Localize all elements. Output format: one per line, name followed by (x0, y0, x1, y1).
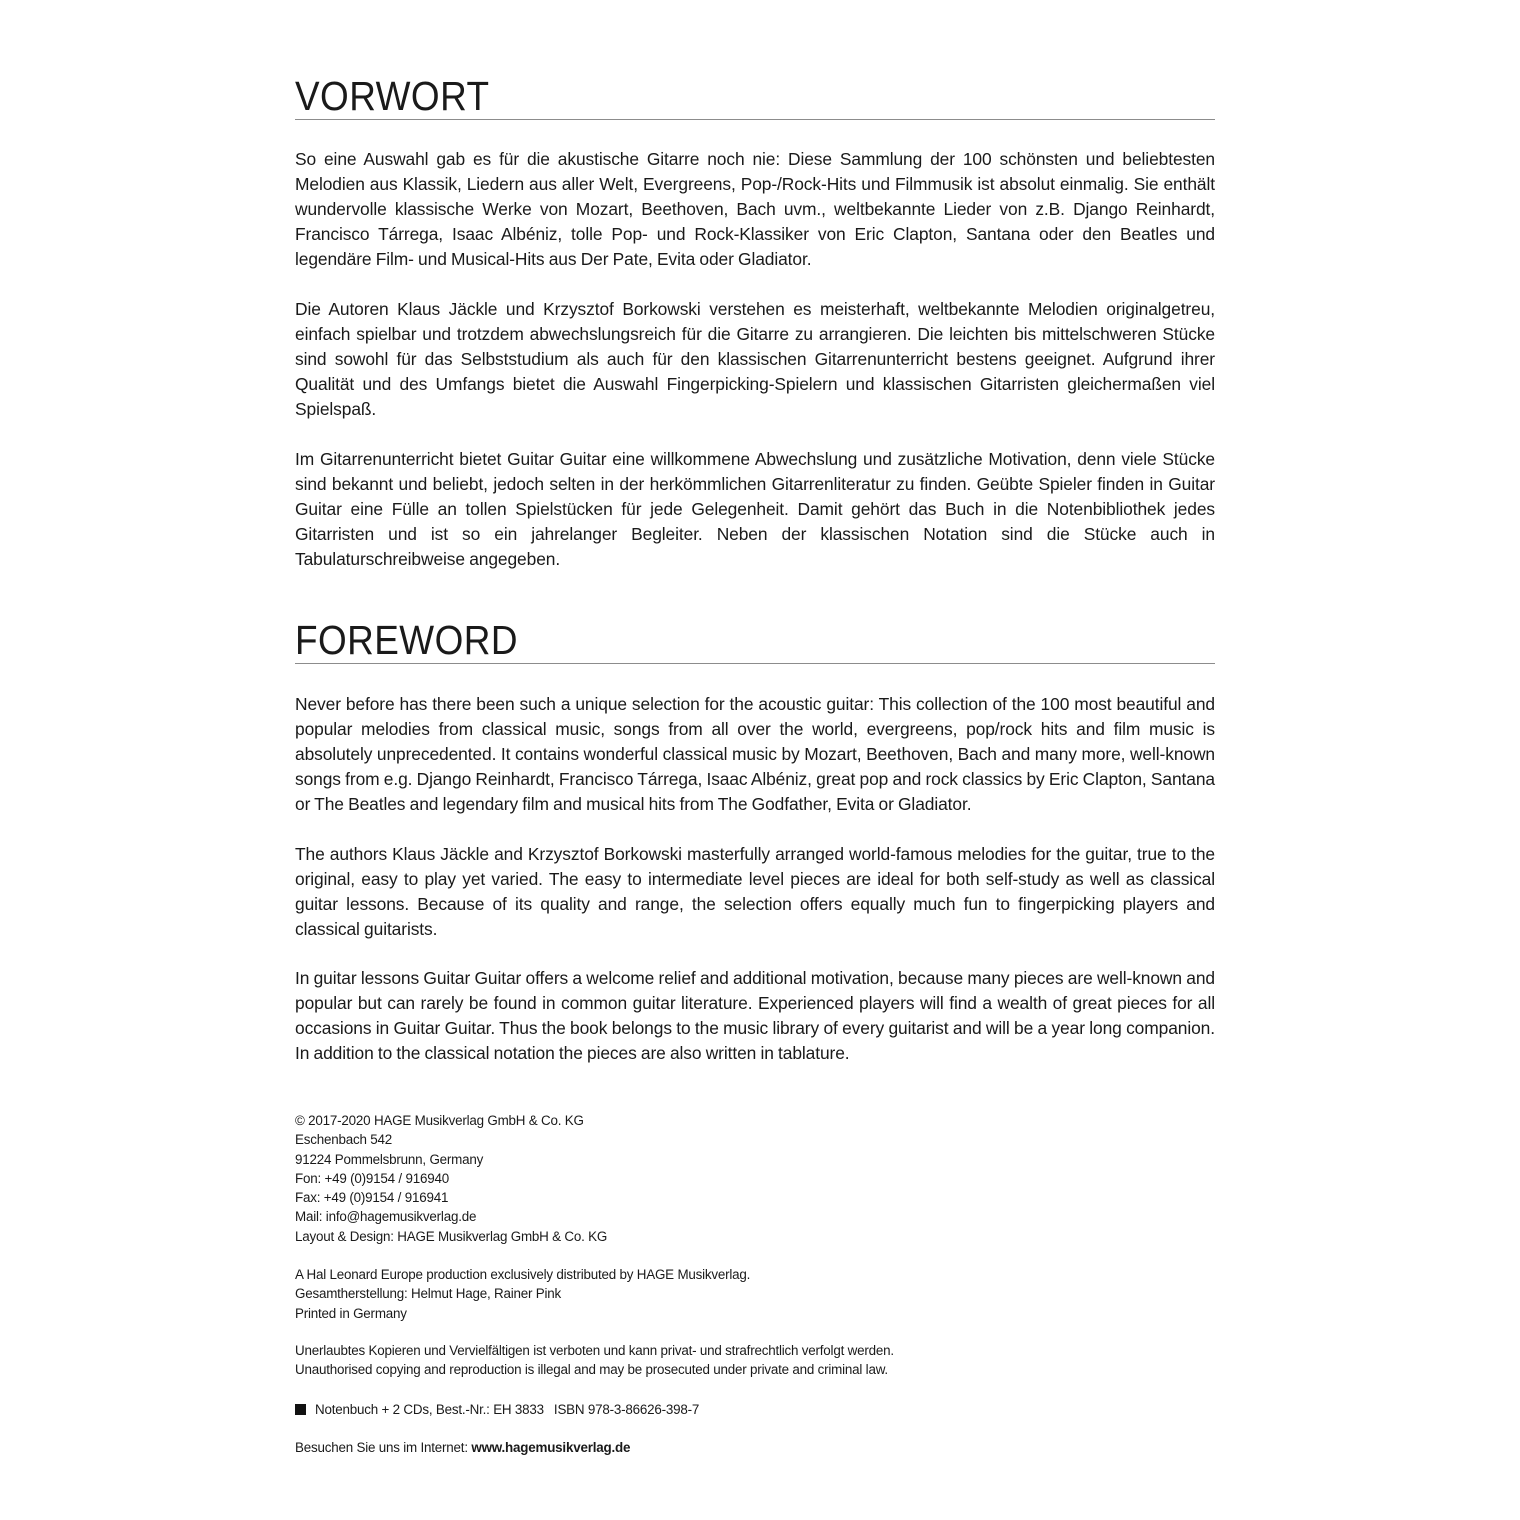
copyright-notice-block (295, 1341, 1215, 1380)
foreword-heading: FOREWORD (295, 617, 518, 663)
website-prefix: Besuchen Sie uns im Internet: (295, 1440, 468, 1455)
layout-design-line: Layout & Design: HAGE Musikverlag GmbH & Co. KG (295, 1228, 608, 1244)
publisher-address-block (295, 1111, 1215, 1246)
copyright-notice-german: Unerlaubtes Kopieren und Vervielfältigen ist verboten und kann privat- und strafrechtlich verfolgt werden. (295, 1343, 894, 1358)
vorwort-paragraph-2: Die Autoren Klaus Jäckle und Krzysztof Borkowski verstehen es meisterhaft, weltbekannte Melodien originalgetreu, einfach spielbar und trotzdem abwechslungsreich für die Gitarre zu arrangieren. Die leichten bis mittelschweren Stücke sind sowohl für das Selbststudium als auch für den klassischen Gitarrenunterricht bestens geeignet. Aufgrund ihrer Qualität und des Umfangs bietet die Auswahl Fingerpicking-Spielern und klassischen Gitarristen gleichermaßen viel Spielspaß. (295, 299, 1215, 419)
foreword-paragraph-2: The authors Klaus Jäckle and Krzysztof Borkowski masterfully arranged world-famous melodies for the guitar, true to the original, easy to play yet varied. The easy to intermediate level pieces are ideal for both self-study as well as classical guitar lessons. Because of its quality and range, the selection offers equally much fun to fingerpicking players and classical guitarists. (295, 844, 1215, 939)
website-link[interactable]: www.hagemusikverlag.de (471, 1440, 631, 1455)
mail-line: Mail: info@hagemusikverlag.de (295, 1209, 477, 1225)
street-line: Eschenbach 542 (295, 1132, 392, 1148)
order-number: Notenbuch + 2 CDs, Best.-Nr.: EH 3833 (315, 1402, 544, 1417)
fax-line: Fax: +49 (0)9154 / 916941 (295, 1190, 449, 1206)
credits-line: Gesamtherstellung: Helmut Hage, Rainer Pink (295, 1286, 562, 1302)
production-line: A Hal Leonard Europe production exclusively distributed by HAGE Musikverlag. (295, 1267, 751, 1282)
copyright-notice-english: Unauthorised copying and reproduction is illegal and may be prosecuted under private and criminal law. (295, 1362, 888, 1378)
copyright-line: © 2017-2020 HAGE Musikverlag GmbH & Co. KG (295, 1113, 584, 1128)
square-bullet-icon (295, 1404, 306, 1415)
printed-line: Printed in Germany (295, 1305, 407, 1321)
foreword-paragraph-1: Never before has there been such a unique selection for the acoustic guitar: This collection of the 100 most beautiful and popular melodies from classical music, songs from all over the world, evergreens, pop/rock hits and film music is absolutely unprecedented. It contains wonderful classical music by Mozart, Beethoven, Bach and many more, well-known songs from e.g. Django Reinhardt, Francisco Tárrega, Isaac Albéniz, great pop and rock classics by Eric Clapton, Santana or The Beatles and legendary film and musical hits from The Godfather, Evita or Gladiator. (295, 694, 1215, 814)
vorwort-paragraph-1: So eine Auswahl gab es für die akustische Gitarre noch nie: Diese Sammlung der 100 schönsten und beliebtesten Melodien aus Klassik, Liedern aus aller Welt, Evergreens, Pop-/Rock-Hits und Filmmusik ist absolut einmalig. Sie enthält wundervolle klassische Werke von Mozart, Beethoven, Bach uvm., weltbekannte Lieder von z.B. Django Reinhardt, Francisco Tárrega, Isaac Albéniz, tolle Pop- und Rock-Klassiker von Eric Clapton, Santana oder den Beatles und legendäre Film- und Musical-Hits aus Der Pate, Evita oder Gladiator. (295, 149, 1215, 269)
vorwort-heading: VORWORT (295, 73, 490, 119)
vorwort-divider (295, 119, 1215, 120)
isbn: ISBN 978-3-86626-398-7 (553, 1402, 700, 1417)
production-block (295, 1265, 1215, 1323)
phone-line: Fon: +49 (0)9154 / 916940 (295, 1170, 449, 1186)
city-line: 91224 Pommelsbrunn, Germany (295, 1151, 484, 1167)
foreword-paragraph-3: In guitar lessons Guitar Guitar offers a welcome relief and additional motivation, because many pieces are well-known and popular but can rarely be found in common guitar literature. Experienced players will find a wealth of great pieces for all occasions in Guitar Guitar. Thus the book belongs to the music library of every guitarist and will be a year long companion. In addition to the classical notation the pieces are also written in tablature. (295, 968, 1215, 1063)
order-info-line (295, 1400, 1215, 1419)
vorwort-paragraph-3: Im Gitarrenunterricht bietet Guitar Guitar eine willkommene Abwechslung und zusätzliche Motivation, denn viele Stücke sind bekannt und beliebt, jedoch selten in der herkömmlichen Gitarrenliteratur zu finden. Geübte Spieler finden in Guitar Guitar eine Fülle an tollen Spielstücken für jede Gelegenheit. Damit gehört das Buch in die Notenbibliothek jedes Gitarristen und ist so ein jahrelanger Begleiter. Neben der klassischen Notation sind die Stücke auch in Tabulaturschreibweise angegeben. (295, 449, 1215, 569)
website-line (295, 1438, 1215, 1457)
foreword-divider (295, 663, 1215, 664)
